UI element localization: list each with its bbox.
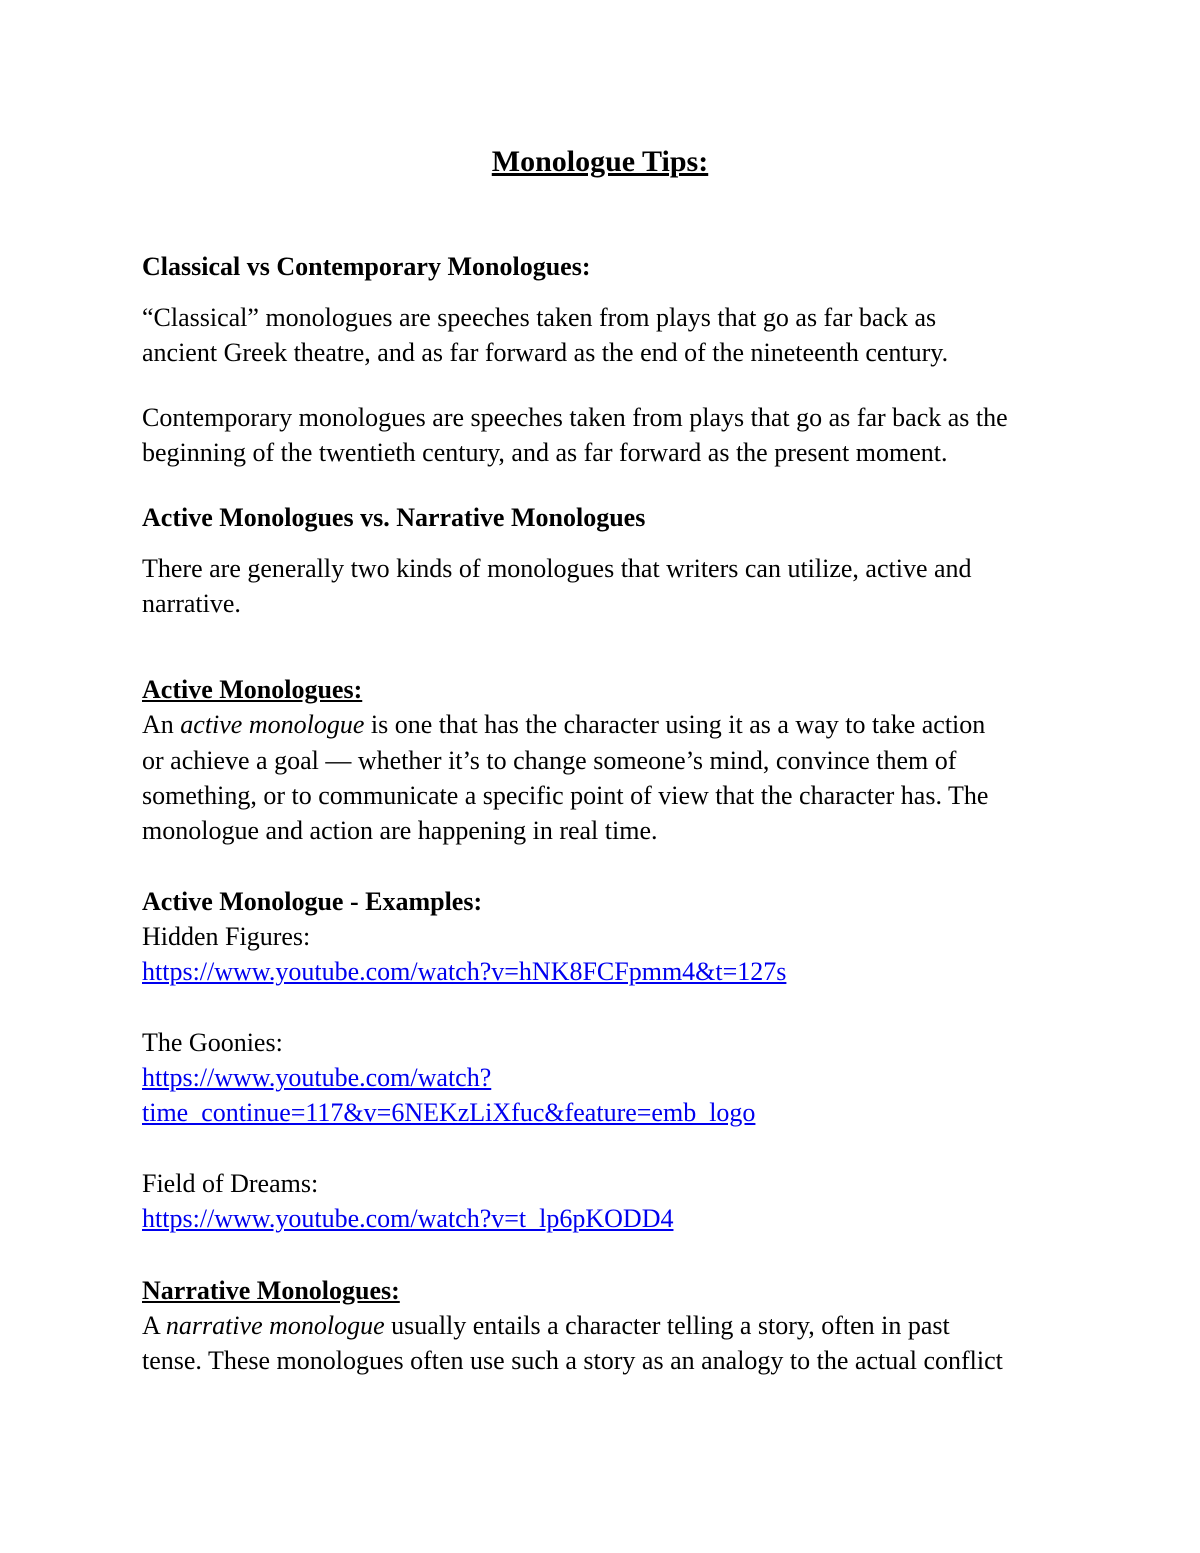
paragraph-line: Contemporary monologues are speeches taken from plays that go as far back as the: [142, 403, 1008, 432]
paragraph-line: or achieve a goal — whether it’s to change someone’s mind, convince them of: [142, 746, 957, 775]
section-heading-active-examples: Active Monologue - Examples:: [142, 887, 483, 916]
section-heading-active-monologues: Active Monologues:: [142, 675, 363, 704]
example-label-hidden-figures: Hidden Figures:: [142, 922, 311, 951]
example-link-the-goonies[interactable]: https://www.youtube.com/watch?: [142, 1063, 492, 1092]
paragraph-line: beginning of the twentieth century, and as far forward as the present moment.: [142, 438, 948, 467]
paragraph-line: There are generally two kinds of monologues that writers can utilize, active and: [142, 554, 972, 583]
example-label-field-of-dreams: Field of Dreams:: [142, 1169, 319, 1198]
paragraph-line: tense. These monologues often use such a story as an analogy to the actual conflict: [142, 1346, 1003, 1375]
paragraph-line: [142, 1308, 950, 1343]
section-heading-narrative-monologues: Narrative Monologues:: [142, 1276, 400, 1305]
paragraph-line: something, or to communicate a specific point of view that the character has. The: [142, 781, 989, 810]
paragraph-line: monologue and action are happening in real time.: [142, 816, 658, 845]
example-label-the-goonies: The Goonies:: [142, 1028, 283, 1057]
text-run: usually entails a character telling a story, often in past: [384, 1311, 950, 1340]
text-run: is one that has the character using it as a way to take action: [364, 710, 986, 739]
paragraph-line: “Classical” monologues are speeches taken from plays that go as far back as: [142, 303, 937, 332]
term-active-monologue: active monologue: [180, 710, 365, 739]
example-link-the-goonies-continued[interactable]: time_continue=117&v=6NEKzLiXfuc&feature=emb_logo: [142, 1098, 756, 1127]
paragraph-line: narrative.: [142, 589, 241, 618]
page-title: Monologue Tips:: [491, 145, 709, 178]
example-link-hidden-figures[interactable]: https://www.youtube.com/watch?v=hNK8FCFpmm4&t=127s: [142, 957, 787, 986]
text-run: An: [142, 710, 181, 739]
section-heading-active-vs-narrative: Active Monologues vs. Narrative Monologues: [142, 503, 646, 532]
paragraph-line: [142, 707, 985, 742]
section-heading-classical-vs-contemporary: Classical vs Contemporary Monologues:: [142, 252, 591, 281]
paragraph-line: ancient Greek theatre, and as far forward as the end of the nineteenth century.: [142, 338, 949, 367]
text-run: A: [142, 1311, 166, 1340]
term-narrative-monologue: narrative monologue: [165, 1311, 385, 1340]
example-link-field-of-dreams[interactable]: https://www.youtube.com/watch?v=t_lp6pKODD4: [142, 1204, 674, 1233]
